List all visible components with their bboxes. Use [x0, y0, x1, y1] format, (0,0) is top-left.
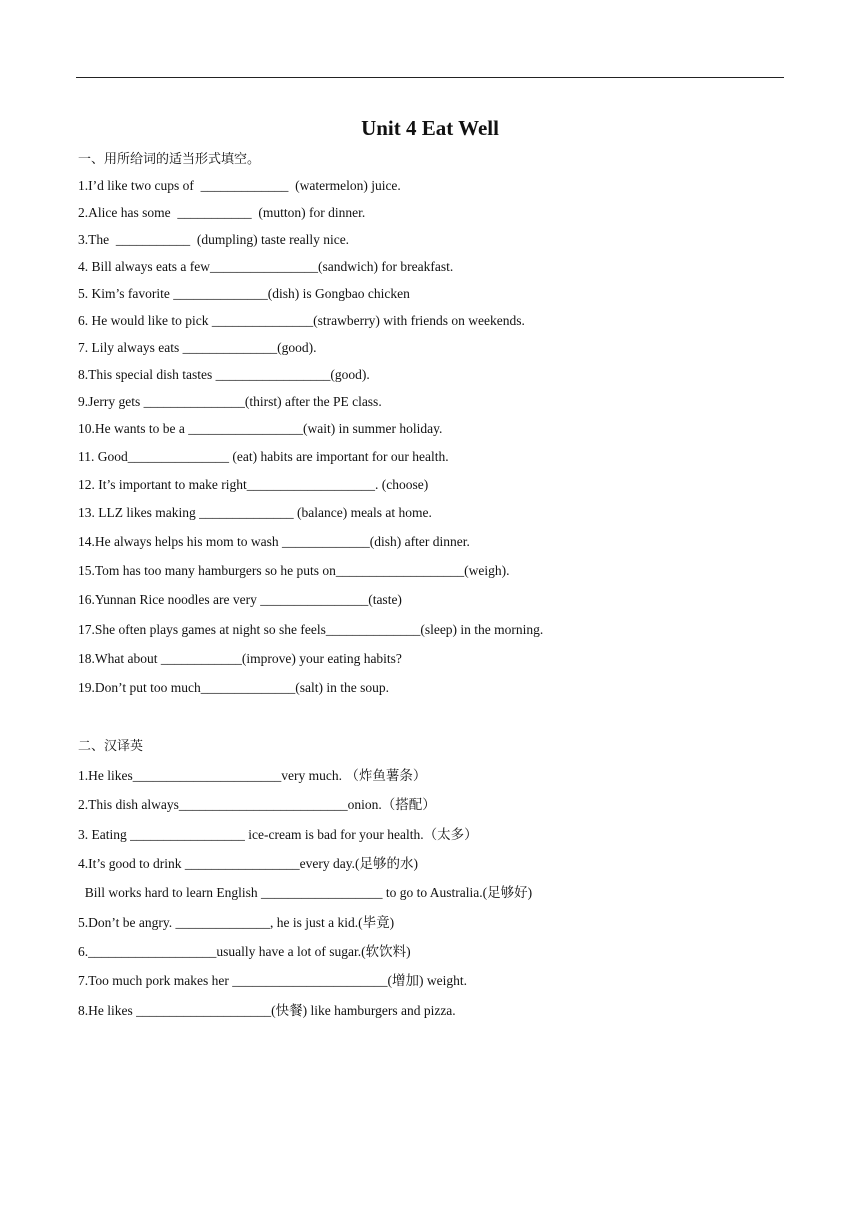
- translation-item: 5.Don’t be angry. ______________, he is just a kid.(毕竟): [78, 915, 395, 930]
- exercise-item: 17.She often plays games at night so she feels______________(sleep) in the morning.: [78, 622, 544, 637]
- translation-item: 2.This dish always_________________________onion.（搭配）: [78, 797, 436, 812]
- translation-item: 7.Too much pork makes her _______________________(增加) weight.: [78, 973, 468, 988]
- exercise-item: 2.Alice has some ___________ (mutton) for dinner.: [78, 205, 366, 220]
- translation-item: 3. Eating _________________ ice-cream is bad for your health.（太多）: [78, 827, 478, 842]
- exercise-item: 11. Good_______________ (eat) habits are important for our health.: [78, 449, 449, 464]
- page-title: Unit 4 Eat Well: [361, 116, 499, 140]
- exercise-item: 16.Yunnan Rice noodles are very ________________(taste): [78, 592, 402, 607]
- section-2-heading: 二、汉译英: [78, 739, 144, 754]
- translation-item: Bill works hard to learn English __________________ to go to Australia.(足够好): [78, 885, 533, 900]
- section-1-heading: 一、用所给词的适当形式填空。: [78, 152, 261, 167]
- exercise-item: 7. Lily always eats ______________(good).: [78, 340, 317, 355]
- exercise-item: 12. It’s important to make right___________________. (choose): [78, 477, 429, 492]
- exercise-item: 14.He always helps his mom to wash _____________(dish) after dinner.: [78, 534, 470, 549]
- exercise-item: 5. Kim’s favorite ______________(dish) is Gongbao chicken: [78, 286, 410, 301]
- translation-item: 4.It’s good to drink _________________every day.(足够的水): [78, 856, 418, 871]
- exercise-item: 10.He wants to be a _________________(wait) in summer holiday.: [78, 421, 443, 436]
- exercise-item: 1.I’d like two cups of _____________ (watermelon) juice.: [78, 178, 401, 193]
- exercise-item: 3.The ___________ (dumpling) taste really nice.: [78, 232, 350, 247]
- exercise-item: 9.Jerry gets _______________(thirst) after the PE class.: [78, 394, 382, 409]
- exercise-item: 18.What about ____________(improve) your eating habits?: [78, 651, 402, 666]
- translation-item: 1.He likes______________________very much. （炸鱼薯条）: [78, 768, 427, 783]
- header-rule: [76, 77, 784, 78]
- exercise-item: 4. Bill always eats a few________________(sandwich) for breakfast.: [78, 259, 454, 274]
- exercise-item: 13. LLZ likes making ______________ (balance) meals at home.: [78, 505, 432, 520]
- exercise-item: 6. He would like to pick _______________(strawberry) with friends on weekends.: [78, 313, 525, 328]
- exercise-item: 19.Don’t put too much______________(salt) in the soup.: [78, 680, 389, 695]
- exercise-item: 8.This special dish tastes _________________(good).: [78, 367, 370, 382]
- translation-item: 6.___________________usually have a lot of sugar.(软饮料): [78, 944, 411, 959]
- exercise-item: 15.Tom has too many hamburgers so he puts on___________________(weigh).: [78, 563, 510, 578]
- translation-item: 8.He likes ____________________(快餐) like hamburgers and pizza.: [78, 1003, 456, 1018]
